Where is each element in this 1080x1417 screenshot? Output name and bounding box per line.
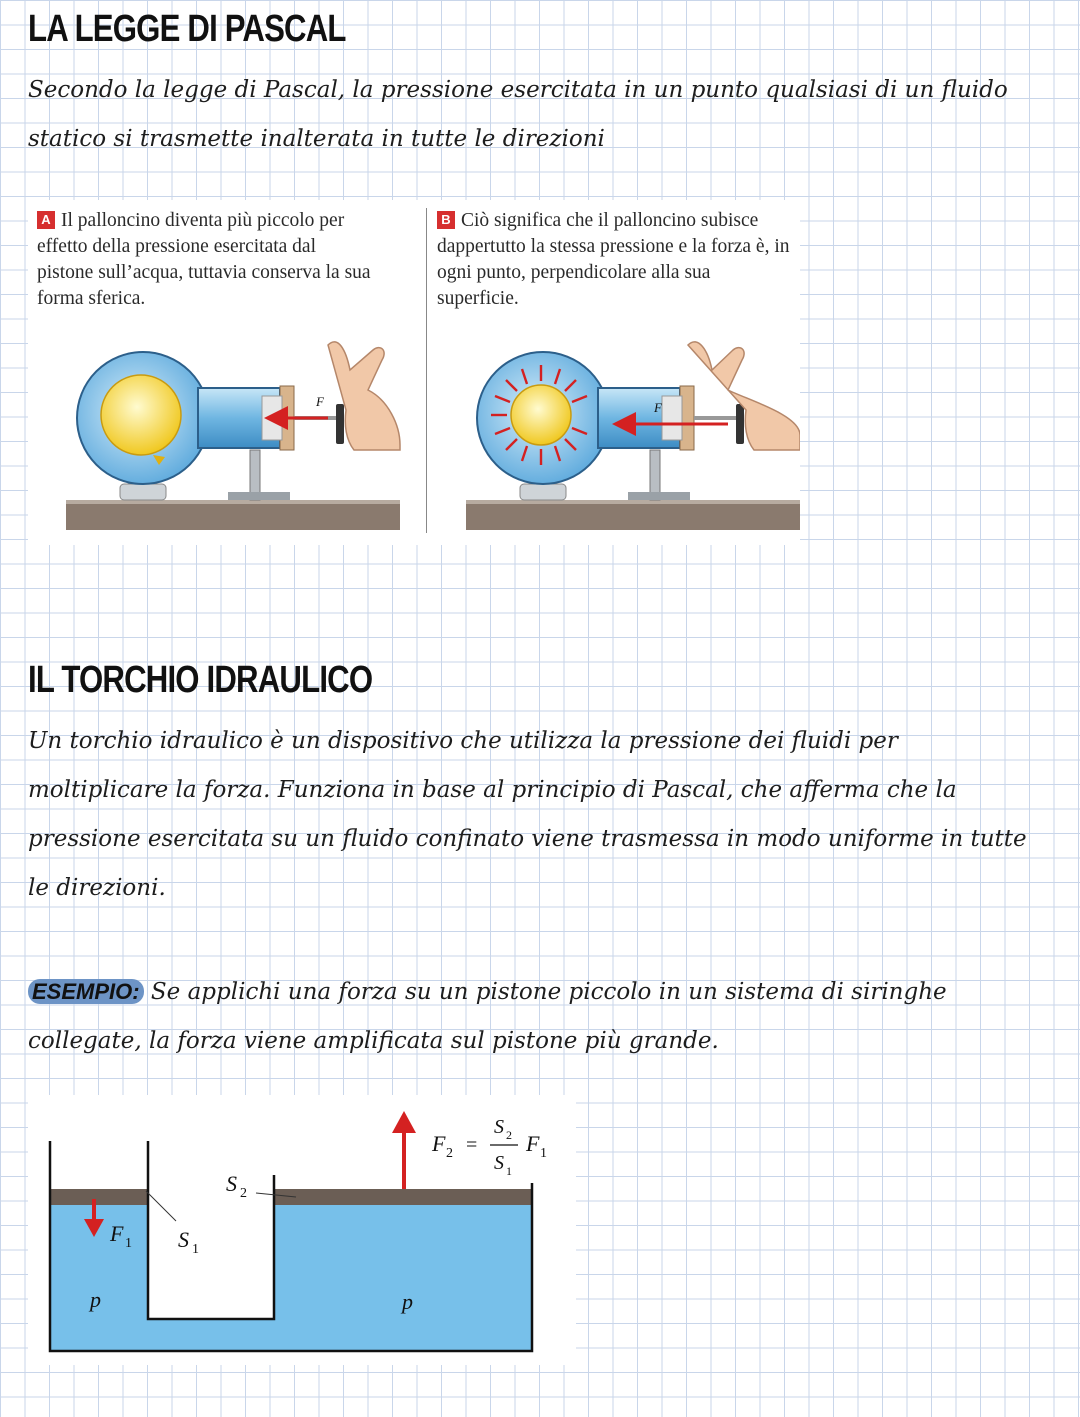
label-s2: S bbox=[226, 1171, 237, 1196]
label-s1: S bbox=[178, 1227, 189, 1252]
force-label-b: F bbox=[654, 400, 662, 415]
panel-a-drawing bbox=[66, 342, 400, 530]
section-title-torchio: IL TORCHIO IDRAULICO bbox=[28, 659, 373, 701]
label-frac-num: S bbox=[494, 1116, 504, 1138]
label-s1-sub: 1 bbox=[192, 1242, 199, 1257]
label-frac-num-sub: 2 bbox=[506, 1128, 512, 1142]
label-s2-sub: 2 bbox=[240, 1186, 247, 1201]
label-p-right: p bbox=[402, 1289, 413, 1314]
label-f1-formula: F bbox=[526, 1131, 540, 1156]
label-f1-formula-sub: 1 bbox=[540, 1146, 547, 1161]
label-p-left: p bbox=[90, 1287, 101, 1312]
hydraulic-press-diagram bbox=[28, 1095, 576, 1365]
badge-b: B bbox=[437, 211, 455, 229]
esempio-tag: ESEMPIO: bbox=[28, 979, 144, 1004]
caption-a-text: Il palloncino diventa più piccolo per effetto della pressione esercitata dal pistone sull’acqua, tuttavia conserva la sua forma sferica. bbox=[37, 210, 371, 309]
section-title-pascal: LA LEGGE DI PASCAL bbox=[28, 8, 346, 50]
balloon-press-illustration bbox=[28, 200, 800, 545]
panel-b-drawing bbox=[466, 342, 800, 530]
label-f2-sub: 2 bbox=[446, 1146, 453, 1161]
badge-a: A bbox=[37, 211, 55, 229]
small-piston bbox=[50, 1189, 148, 1205]
label-equals: = bbox=[466, 1134, 478, 1156]
pascal-definition: Secondo la legge di Pascal, la pressione esercitata in un punto qualsiasi di un fluido statico si trasmette inalterata in tutte le direzioni bbox=[28, 77, 1008, 152]
large-piston bbox=[274, 1189, 532, 1205]
label-frac-den: S bbox=[494, 1152, 504, 1174]
label-f1: F bbox=[110, 1221, 124, 1246]
torchio-description: Un torchio idraulico è un dispositivo che utilizza la pressione dei fluidi per moltiplicare la forza. Funziona in base al principio di Pascal, che afferma che la pressione esercitata su un fluido confinato viene trasmessa in modo uniforme in tutte le direzioni. bbox=[28, 728, 1027, 901]
label-frac-den-sub: 1 bbox=[506, 1164, 512, 1178]
label-f1-sub: 1 bbox=[125, 1236, 132, 1251]
force-label-a: F bbox=[316, 394, 324, 409]
caption-b-text: Ciò significa che il palloncino subisce dappertutto la stessa pressione e la forza è, in ogni punto, perpendicolare alla sua superficie. bbox=[437, 210, 790, 309]
arrow-up-icon bbox=[392, 1111, 416, 1133]
example-paragraph bbox=[28, 967, 1038, 1066]
example-text: Se applichi una forza su un pistone piccolo in un sistema di siringhe collegate, la forza viene amplificata sul pistone più grande. bbox=[28, 979, 947, 1054]
balloon-figure bbox=[28, 200, 800, 545]
label-f2: F bbox=[432, 1131, 446, 1156]
hydraulic-press-svg bbox=[28, 1095, 576, 1365]
